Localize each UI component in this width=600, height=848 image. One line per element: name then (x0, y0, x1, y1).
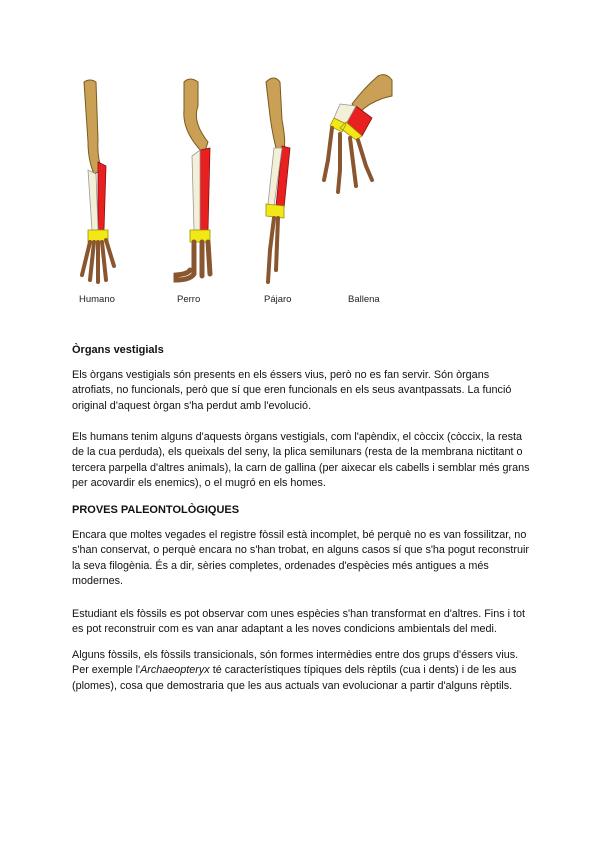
bird-wing (266, 78, 290, 282)
dog-leg (176, 79, 210, 280)
caption-whale: Ballena (348, 294, 380, 305)
text-before-italic: Alguns fòssils, els fòssils transicionals, són formes intermèdies entre dos grups d'éssers vius. Per exemple l' (72, 649, 519, 677)
archaeopteryx-italic: Archaeopteryx (140, 664, 210, 677)
caption-dog: Perro (177, 294, 201, 305)
whale-flipper (324, 75, 392, 192)
forelimb-comparison-figure (60, 70, 400, 315)
paragraph-fossil-record: Encara que moltes vegades el registre fòssil està incomplet, bé perquè no es van fossilitzar, no s'han conservat, o perquè encara no s'han trobat, en alguns casos sí que s'ha pogut reconstruir la seva filogènia. És a dir, sèries completes, ordenades d'espècies més antigues a més modernes. (72, 529, 529, 588)
caption-bird: Pájaro (264, 294, 292, 305)
paragraph-transitional-fossils (72, 648, 530, 694)
paragraph-fossil-transformation: Estudiant els fòssils es pot observar com unes espècies s'han transformat en d'altres. Fins i tot es pot reconstruir com es van anar adaptant a les noves condicions ambientals del medi. (72, 608, 526, 636)
section-title-paleontological: PROVES PALEONTOLÒGIQUES (72, 504, 240, 516)
human-arm (82, 80, 114, 282)
paragraph-human-vestigial-organs: Els humans tenim alguns d'aquests òrgans vestigials, com l'apèndix, el còccix (còccix, la resta de la cua perduda), els queixals del seny, la plica semilunars (resta de la membrana nictitant o tercera parpella d'altres animals), la carn de gallina (per aixecar els cabells i semblar més grans per acovardir els enemics), o el mugró en els homes. (72, 431, 530, 490)
paragraph-vestigial-definition: Els òrgans vestigials són presents en els éssers vius, però no es fan servir. Són òrgans atrofiats, no funcionals, però que sí que eren funcionals en els seus avantpassats. La funció original d'aquest òrgan s'ha perdut amb l'evolució. (72, 369, 512, 412)
text-after-italic: té característiques típiques dels rèptils (cua i dents) i de les aus (plomes), cosa que demostraria que les aus actuals van evolucionar a partir d'alguns rèptils. (72, 664, 517, 692)
forelimb-illustration (60, 70, 400, 315)
section-title-vestigial: Òrgans vestigials (72, 344, 164, 356)
caption-human: Humano (79, 294, 115, 305)
